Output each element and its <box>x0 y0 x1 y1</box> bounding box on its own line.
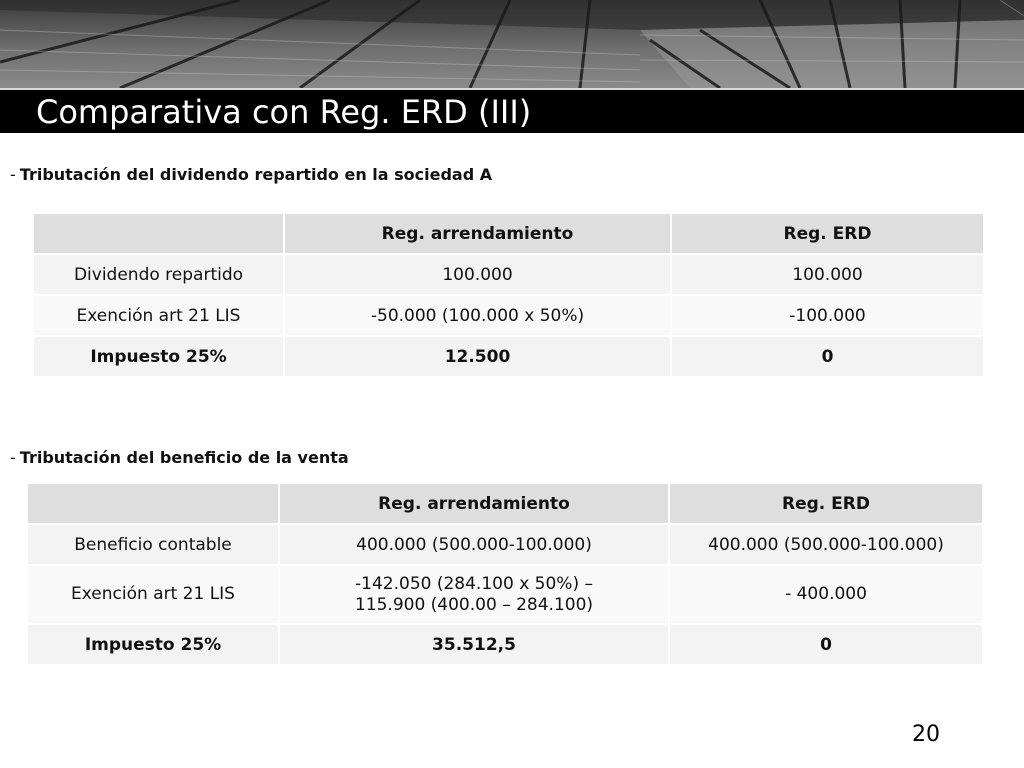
building-glass-graphic <box>0 0 1024 88</box>
table-row <box>34 255 983 294</box>
table-header-cell: Reg. ERD <box>672 214 983 253</box>
bullet-dash: - <box>10 165 16 184</box>
table-row <box>28 525 982 564</box>
table-header-row <box>28 484 982 523</box>
slide-title: Comparativa con Reg. ERD (III) <box>36 93 532 131</box>
table-header-cell: Reg. arrendamiento <box>285 214 670 253</box>
table-header-cell <box>34 214 283 253</box>
table-cell: Dividendo repartido <box>34 255 283 294</box>
table-header-cell: Reg. arrendamiento <box>280 484 668 523</box>
cell-line: -142.050 (284.100 x 50%) – <box>355 573 593 594</box>
table-cell: 400.000 (500.000-100.000) <box>670 525 982 564</box>
header-building-image <box>0 0 1024 88</box>
dividend-comparison-table <box>32 212 985 378</box>
table-cell: Exención art 21 LIS <box>34 296 283 335</box>
table-row <box>34 296 983 335</box>
table-cell: - 400.000 <box>670 566 982 623</box>
table-row <box>28 566 982 623</box>
table-row-total <box>34 337 983 376</box>
table-row-total <box>28 625 982 664</box>
table-cell: 0 <box>670 625 982 664</box>
sale-profit-comparison-table <box>26 482 984 666</box>
table-cell: 100.000 <box>672 255 983 294</box>
section-heading-text: Tributación del dividendo repartido en la sociedad A <box>19 165 493 184</box>
table-header-row <box>34 214 983 253</box>
table-cell: Beneficio contable <box>28 525 278 564</box>
table-cell: Impuesto 25% <box>28 625 278 664</box>
table-cell: 400.000 (500.000-100.000) <box>280 525 668 564</box>
bullet-dash: - <box>10 448 16 467</box>
table-header-cell <box>28 484 278 523</box>
table-cell: -50.000 (100.000 x 50%) <box>285 296 670 335</box>
table-cell: 12.500 <box>285 337 670 376</box>
table-cell: 35.512,5 <box>280 625 668 664</box>
section-heading-sale <box>10 448 349 467</box>
table-cell: 0 <box>672 337 983 376</box>
section-heading-dividend <box>10 165 492 184</box>
page-number: 20 <box>912 722 940 747</box>
table-cell: Impuesto 25% <box>34 337 283 376</box>
section-heading-text: Tributación del beneficio de la venta <box>19 448 349 467</box>
table-cell: Exención art 21 LIS <box>28 566 278 623</box>
title-bar <box>0 88 1024 133</box>
table-header-cell: Reg. ERD <box>670 484 982 523</box>
table-cell-multiline <box>280 566 668 623</box>
table-cell: 100.000 <box>285 255 670 294</box>
table-cell: -100.000 <box>672 296 983 335</box>
cell-line: 115.900 (400.00 – 284.100) <box>354 594 594 615</box>
